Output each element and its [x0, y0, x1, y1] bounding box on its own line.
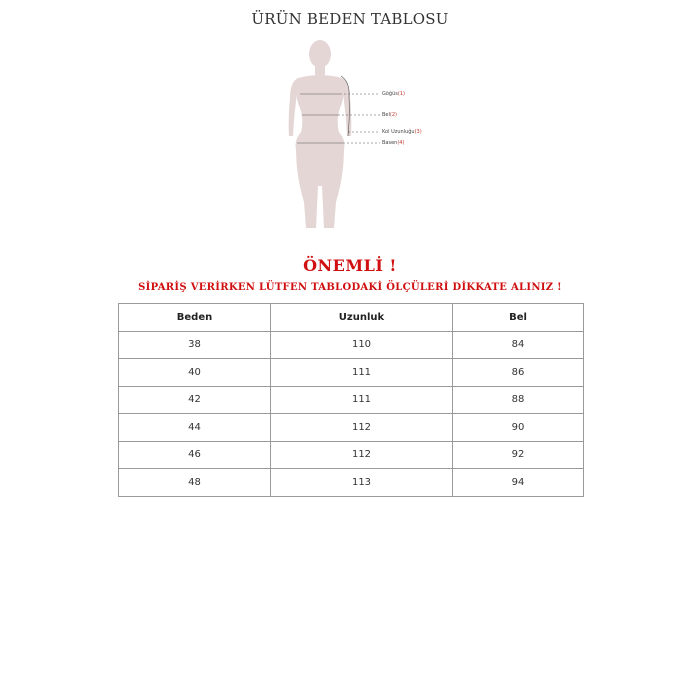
female-body-silhouette-icon [260, 36, 440, 236]
table-row [119, 469, 584, 497]
cell-waist: 90 [453, 414, 584, 442]
measure-label-waist: Bel(2) [382, 112, 397, 118]
cell-waist: 94 [453, 469, 584, 497]
table-row [119, 414, 584, 442]
order-warning: SİPARİŞ VERİRKEN LÜTFEN TABLODAKİ ÖLÇÜLERİ DİKKATE ALINIZ ! [138, 282, 562, 293]
cell-waist: 84 [453, 331, 584, 359]
cell-size: 48 [119, 469, 271, 497]
measure-label-hip: Basen(4) [382, 140, 405, 146]
important-notice: ÖNEMLİ ! [303, 256, 397, 275]
header-waist: Bel [453, 304, 584, 332]
cell-size: 40 [119, 359, 271, 387]
cell-length: 110 [271, 331, 453, 359]
cell-size: 46 [119, 441, 271, 469]
table-row [119, 359, 584, 387]
table-row [119, 441, 584, 469]
cell-length: 112 [271, 414, 453, 442]
measure-label-arm-length: Kol Uzunluğu(3) [382, 129, 422, 135]
cell-waist: 92 [453, 441, 584, 469]
cell-size: 38 [119, 331, 271, 359]
cell-length: 113 [271, 469, 453, 497]
table-header-row [119, 304, 584, 332]
size-table [118, 303, 584, 497]
cell-length: 111 [271, 359, 453, 387]
table-row [119, 386, 584, 414]
table-row [119, 331, 584, 359]
body-measurement-figure [260, 36, 440, 236]
cell-waist: 86 [453, 359, 584, 387]
page-title: ÜRÜN BEDEN TABLOSU [251, 10, 449, 28]
cell-size: 42 [119, 386, 271, 414]
cell-size: 44 [119, 414, 271, 442]
cell-length: 111 [271, 386, 453, 414]
cell-length: 112 [271, 441, 453, 469]
header-size: Beden [119, 304, 271, 332]
measure-label-chest: Göğüs(1) [382, 91, 405, 97]
cell-waist: 88 [453, 386, 584, 414]
header-length: Uzunluk [271, 304, 453, 332]
